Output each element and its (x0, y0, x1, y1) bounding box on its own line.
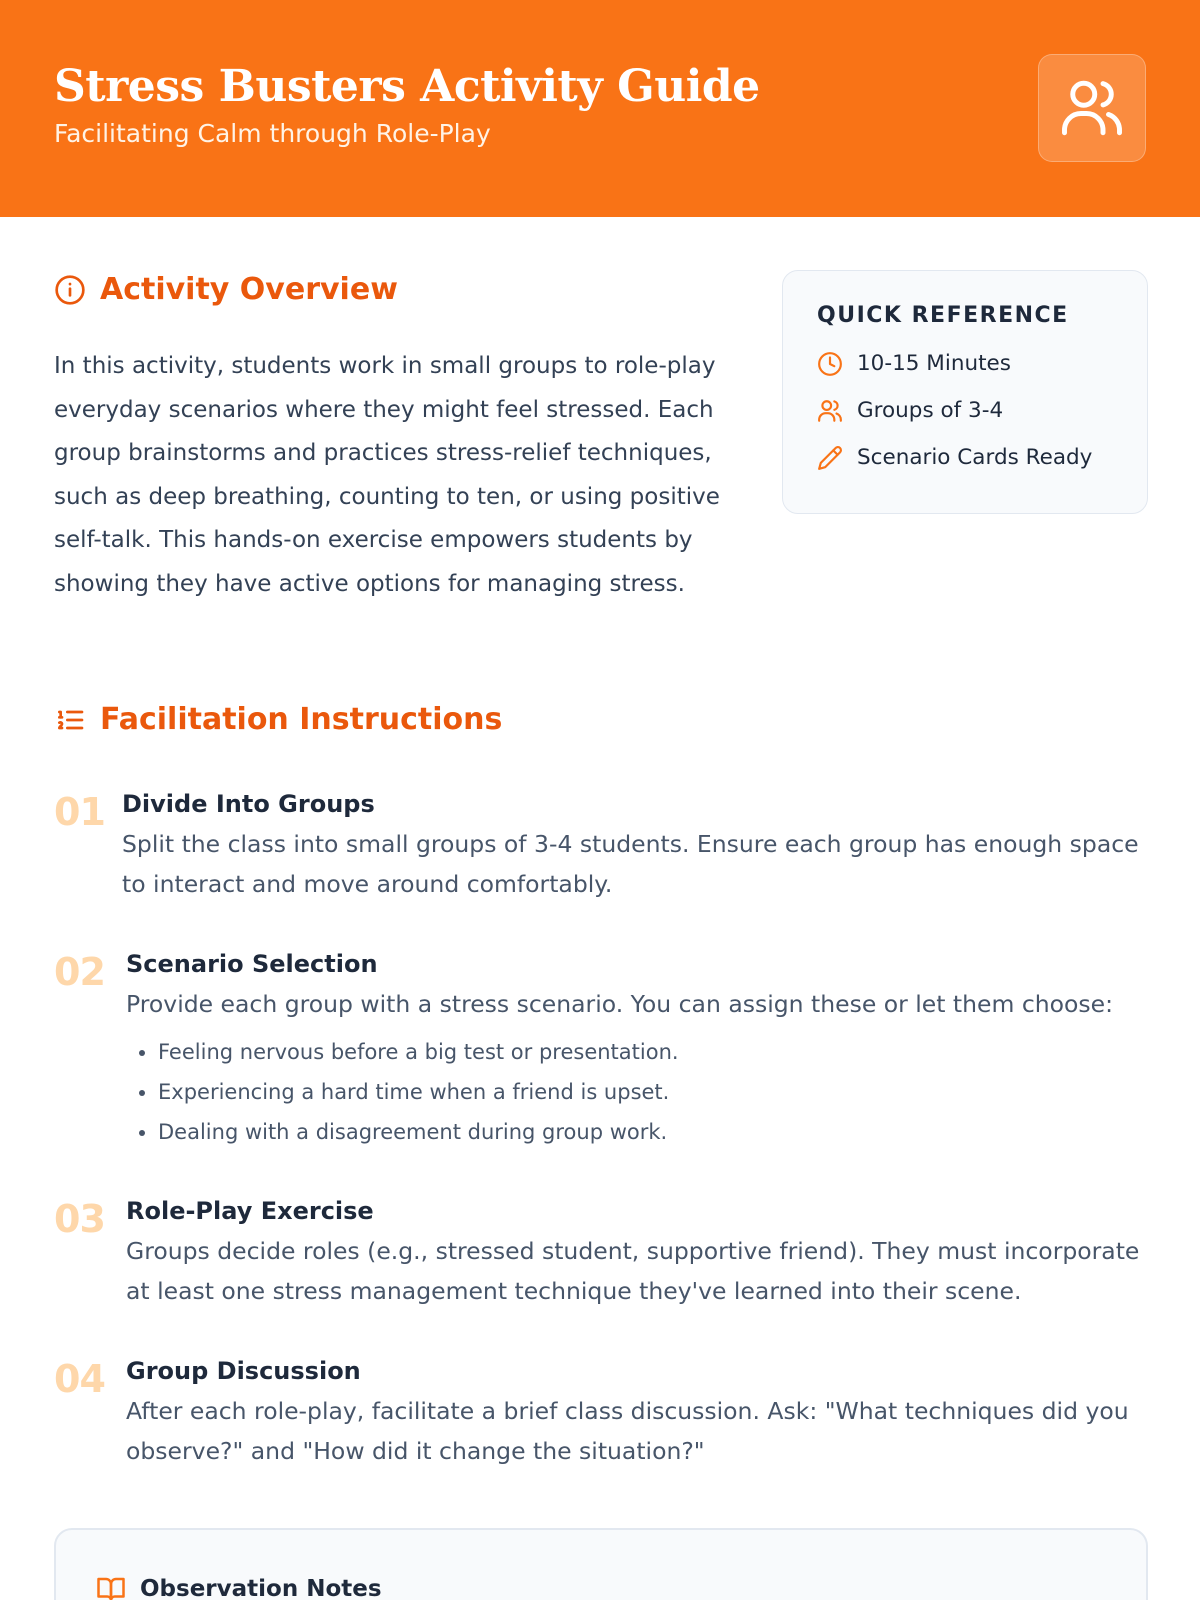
notes-title (96, 1574, 1106, 1600)
step-number: 02 (54, 950, 105, 994)
step-number: 01 (54, 790, 105, 834)
quick-item-label: Scenario Cards Ready (857, 445, 1093, 470)
step-body (126, 1195, 1156, 1311)
step-number: 03 (54, 1197, 105, 1241)
step-description: After each role-play, facilitate a brief class discussion. Ask: "What techniques did you observe?" and "How did it change the situation?" (126, 1397, 1129, 1465)
page-title: Stress Busters Activity Guide (54, 61, 760, 112)
quick-item-group-size (817, 387, 1113, 434)
overview-heading (54, 272, 398, 307)
overview-heading-label: Activity Overview (100, 272, 398, 307)
quick-item-materials (817, 434, 1113, 481)
info-icon (54, 274, 86, 306)
pencil-icon (817, 445, 843, 471)
header-badge (1038, 54, 1146, 162)
step-title: Role-Play Exercise (126, 1197, 374, 1225)
step-body (126, 1355, 1156, 1471)
step-description: Groups decide roles (e.g., stressed student, supportive friend). They must incorporate at least one stress management technique they've learned into their scene. (126, 1237, 1140, 1305)
quick-item-label: 10-15 Minutes (857, 351, 1011, 376)
step-description: Split the class into small groups of 3-4 students. Ensure each group has enough space to interact and move around comfortably. (122, 830, 1139, 898)
users-icon (1059, 75, 1125, 141)
list-item: • Dealing with a disagreement during group work. (158, 1112, 1156, 1152)
quick-item-duration (817, 340, 1113, 387)
quick-reference-title: QUICK REFERENCE (817, 303, 1069, 328)
list-item: • Feeling nervous before a big test or presentation. (158, 1032, 1156, 1072)
step-title: Divide Into Groups (122, 790, 375, 818)
step-body (126, 948, 1156, 1152)
step-number: 04 (54, 1357, 105, 1401)
header-banner (0, 0, 1200, 217)
quick-item-label: Groups of 3-4 (857, 398, 1004, 423)
quick-reference-card (782, 270, 1148, 514)
overview-text: In this activity, students work in small groups to role-play everyday scenarios where they might feel stressed. Each group brainstorms and practices stress-relief techniques, such as deep breathing, counting to ten, or using positive self-talk. This hands-on exercise empowers students by showing they have active options for managing stress. (54, 353, 720, 597)
step-title: Group Discussion (126, 1357, 361, 1385)
step-description: Provide each group with a stress scenario. You can assign these or let them choose: (126, 990, 1114, 1018)
instructions-heading-label: Facilitation Instructions (100, 702, 503, 737)
observation-notes-card (54, 1528, 1148, 1600)
notes-title-label: Observation Notes (140, 1576, 382, 1600)
list-ordered-icon (54, 704, 86, 736)
instructions-heading (54, 702, 502, 737)
book-icon (96, 1574, 126, 1600)
step-title: Scenario Selection (126, 950, 378, 978)
clock-icon (817, 351, 843, 377)
list-item: • Experiencing a hard time when a friend is upset. (158, 1072, 1156, 1112)
page-subtitle: Facilitating Calm through Role-Play (54, 119, 491, 148)
users-icon (817, 398, 843, 424)
scenario-list (126, 1032, 1156, 1152)
step-body (122, 788, 1152, 904)
